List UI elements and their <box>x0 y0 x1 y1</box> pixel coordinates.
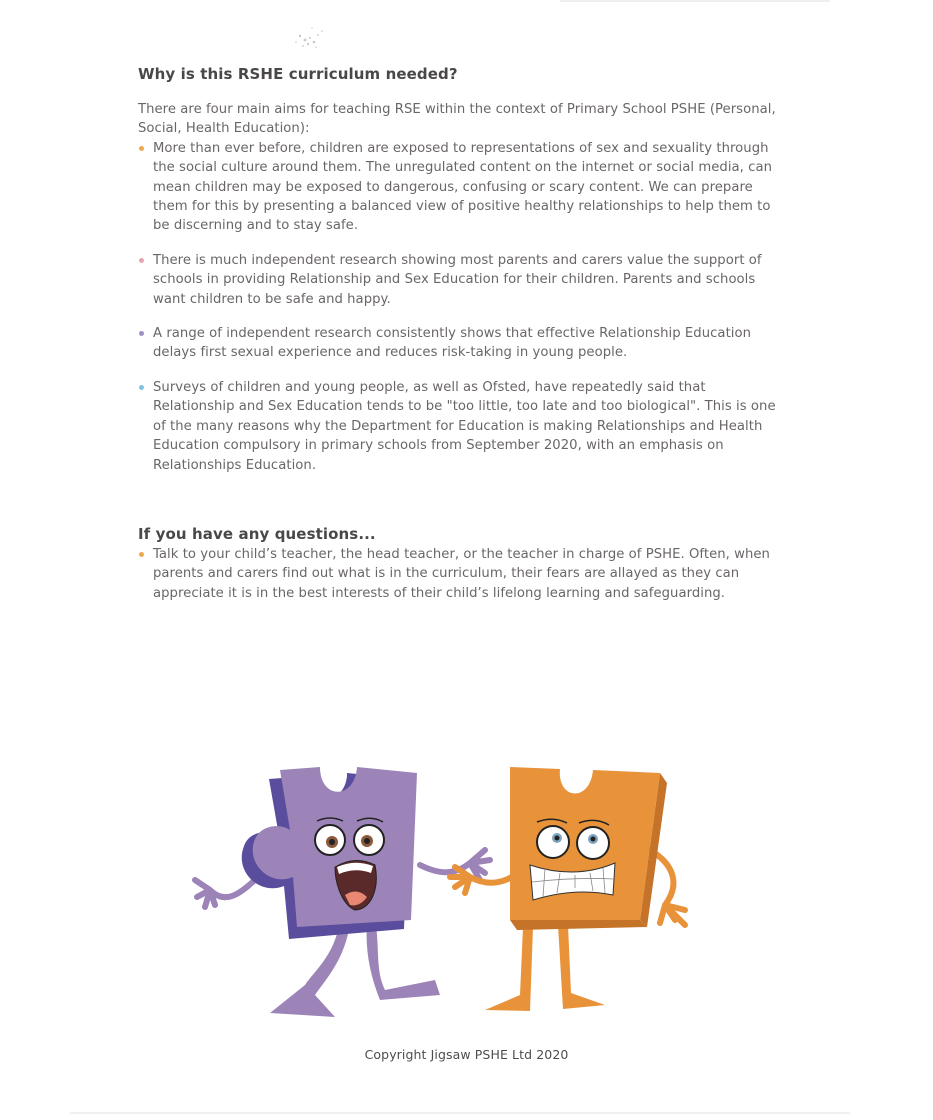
bullet-dot-icon <box>139 552 144 557</box>
section-heading-why: Why is this RSHE curriculum needed? <box>138 65 458 83</box>
orange-left-eye <box>537 826 569 858</box>
list-item <box>138 324 778 363</box>
list-item-text: Surveys of children and young people, as well as Ofsted, have repeatedly said that Relationship and Sex Education tends to be "too little, too late and too biological". This is one of the many reasons why the Department for Education is making Relationships and Health Education compulsory in primary schools from September 2020, with an emphasis on Relationships Education. <box>153 379 776 473</box>
purple-left-arm <box>195 875 260 907</box>
questions-list <box>138 545 778 603</box>
intro-paragraph: There are four main aims for teaching RSE within the context of Primary School PSHE (Personal, Social, Health Education): <box>138 102 776 137</box>
bullet-dot-icon <box>139 385 144 390</box>
bullet-dot-icon <box>139 146 144 151</box>
list-item-text: There is much independent research showing most parents and carers value the support of schools in providing Relationship and Sex Education for their children. Parents and schools want children to be safe and happy. <box>153 252 762 307</box>
orange-left-leg <box>485 927 533 1011</box>
content-column <box>138 63 778 603</box>
list-item <box>138 139 778 236</box>
list-item <box>138 378 778 475</box>
purple-puzzle-character <box>195 767 490 1017</box>
copyright-footer: Copyright Jigsaw PSHE Ltd 2020 <box>364 1047 569 1062</box>
scan-artifact-top <box>560 0 830 2</box>
bullet-dot-icon <box>139 258 144 263</box>
list-item-text: More than ever before, children are exposed to representations of sex and sexuality through the social culture around them. The unregulated content on the internet or social media, can mean children may be exposed to dangerous, confusing or scary content. We can prepare them for this by presenting a balanced view of positive healthy relationships to help them to be discerning and to stay safe. <box>153 140 772 234</box>
orange-right-leg <box>558 925 605 1009</box>
jigsaw-puzzle-characters-icon <box>185 755 725 1025</box>
list-item-text: A range of independent research consistently shows that effective Relationship Education delays first sexual experience and reduces risk-taking in young people. <box>153 326 752 361</box>
purple-right-leg <box>367 920 440 1000</box>
aims-list <box>138 139 778 475</box>
bullet-dot-icon <box>139 331 144 336</box>
section-heading-questions: If you have any questions... <box>138 524 376 543</box>
scan-speck <box>270 22 340 52</box>
list-item <box>138 251 778 309</box>
orange-puzzle-character <box>450 767 685 1011</box>
scan-artifact-bottom <box>70 1112 850 1114</box>
list-item-text: Talk to your child’s teacher, the head teacher, or the teacher in charge of PSHE. Often, when parents and carers find out what is in the curriculum, their fears are allayed as they can appreciate it is in the best interests of their child’s lifelong learning and safeguarding. <box>153 546 770 601</box>
list-item <box>138 545 778 603</box>
